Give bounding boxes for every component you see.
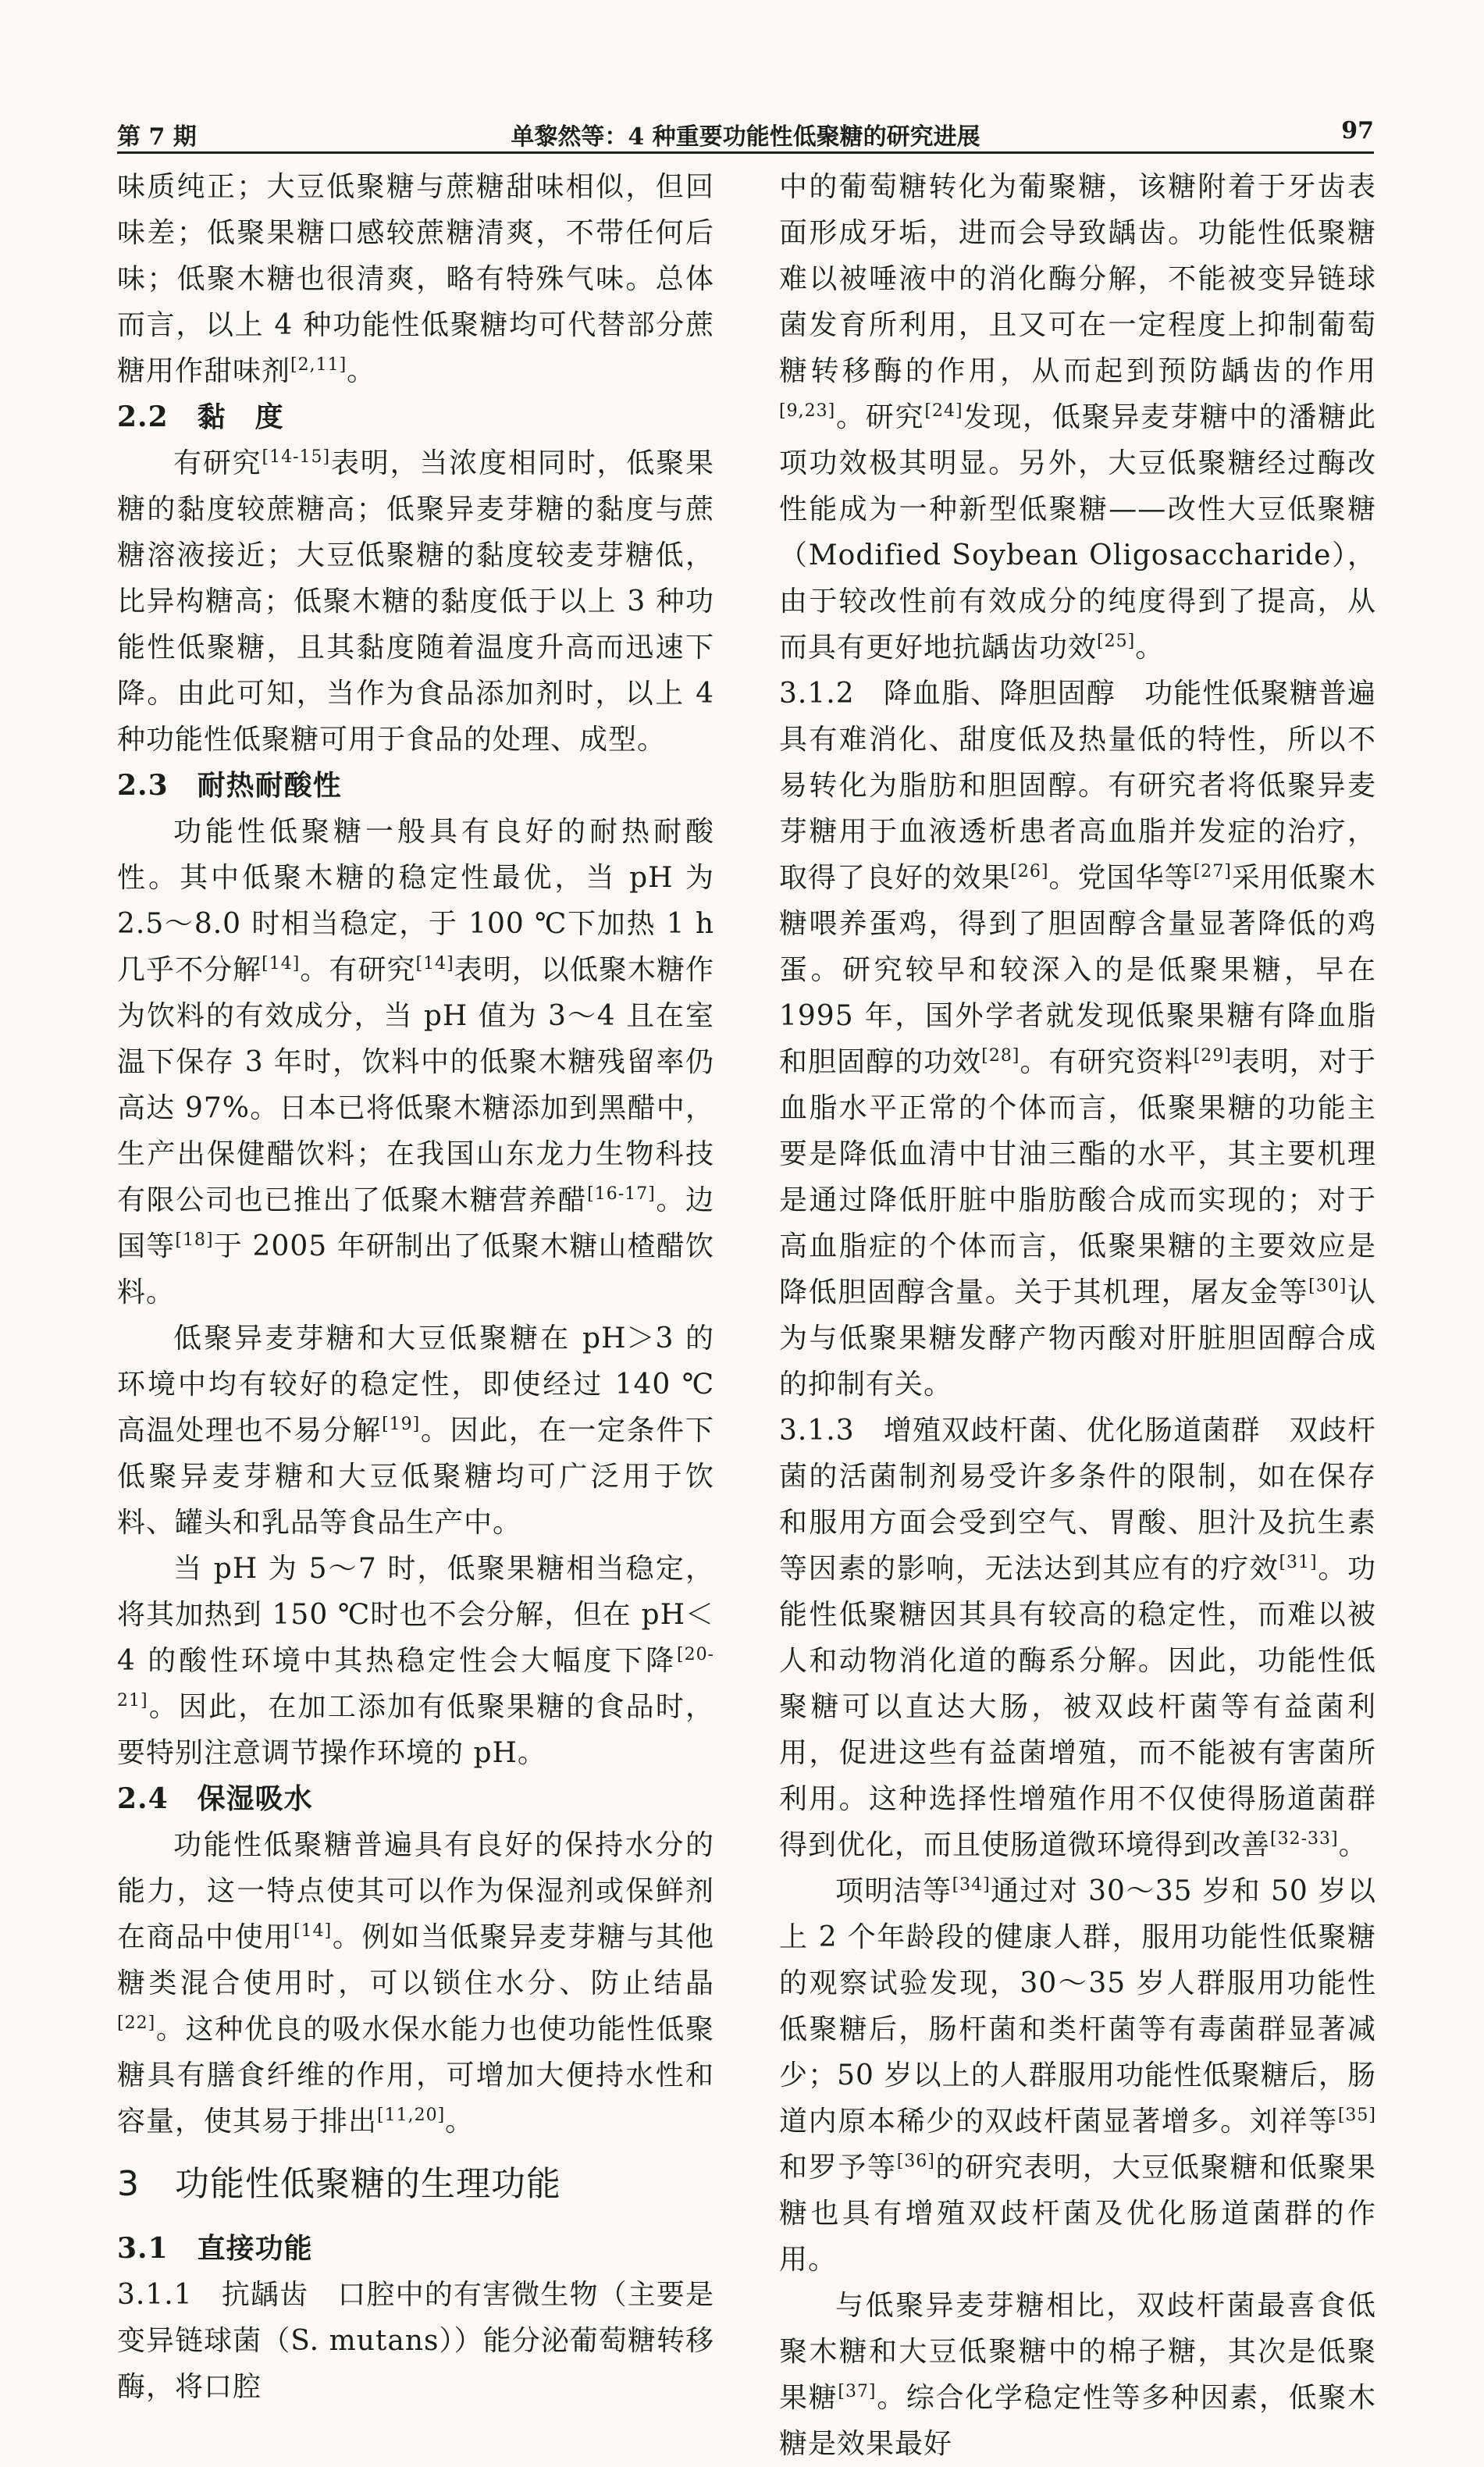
citation: [34]	[952, 1875, 991, 1895]
citation: [24]	[924, 401, 963, 421]
citation: [28]	[981, 1046, 1020, 1066]
paragraph	[779, 678, 1376, 1401]
section-heading-3: 3 功能性低聚糖的生理功能	[117, 2164, 561, 2204]
text-run: 。党国华等	[1048, 862, 1194, 894]
paragraph	[117, 1546, 714, 1776]
citation: [11,20]	[377, 2106, 446, 2125]
text-run: 。综合化学稳定性等多种因素，低聚木糖是效果最好	[779, 2382, 1376, 2460]
citation: [19]	[382, 1415, 421, 1434]
section-heading-2-4: 2.4 保湿吸水	[117, 1782, 313, 1815]
citation: [20-21]	[117, 1645, 714, 1711]
issue-number: 第 7 期	[117, 123, 197, 151]
subsection-number: 3.1.3	[779, 1415, 884, 1447]
text-run: 功能性低聚糖普遍具有难消化、甜度低及热量低的特性，所以不易转化为脂肪和胆固醇。有研究者将低聚异麦芽糖用于血液透析患者高血脂并发症的治疗，取得了良好的效果	[779, 678, 1376, 894]
text-run: 表明，以低聚木糖作为饮料的有效成分，当 pH 值为 3～4 且在室温下保存 3 年时，饮料中的低聚木糖残留率仍高达 97%。日本已将低聚木糖添加到黑醋中，生产出保健醋饮料；在我国山东龙力生物科技有限公司也已推出了低聚木糖营养醋	[117, 954, 714, 1216]
subsection-3-1-2	[779, 671, 1376, 1408]
text-run: 双歧杆菌的活菌制剂易受许多条件的限制，如在保存和服用方面会受到空气、胃酸、胆汁及抗生素等因素的影响，无法达到其应有的疗效	[779, 1415, 1376, 1585]
citation: [32-33]	[1270, 1829, 1339, 1849]
text-run: 。	[1135, 632, 1165, 664]
citation: [2,11]	[290, 355, 347, 375]
text-run: 功能性低聚糖一般具有良好的耐热耐酸性。其中低聚木糖的稳定性最优，当 pH 为 2.5～8.0 时相当稳定，于 100 ℃下加热 1 h 几乎不分解	[117, 816, 714, 986]
paragraph	[117, 440, 714, 763]
paragraph	[779, 164, 1376, 671]
citation: [25]	[1097, 632, 1136, 651]
text-run: 于 2005 年研制出了低聚木糖山楂醋饮料。	[117, 1230, 714, 1308]
citation: [9,23]	[779, 401, 836, 421]
section-heading-2-3: 2.3 耐热耐酸性	[117, 769, 342, 802]
running-title: 单黎然等：4 种重要功能性低聚糖的研究进展	[511, 123, 980, 151]
text-run: 的研究表明，大豆低聚糖和低聚果糖也具有增殖双歧杆菌及优化肠道菌群的作用。	[779, 2152, 1376, 2276]
text-run: 口腔中的有害微生物（主要是变异链球菌（S. mutans））能分泌葡萄糖转移酶，将口腔	[117, 2279, 714, 2403]
subsection-title: 抗龋齿	[221, 2279, 309, 2311]
citation: [29]	[1193, 1046, 1232, 1066]
text-run: 发现，低聚异麦芽糖中的潘糖此项功效极其明显。另外，大豆低聚糖经过酶改性能成为一种新型低聚糖——改性大豆低聚糖（Modified Soybean Oligosaccharide），由于较改性前有效成分的纯度得到了提高，从而具有更好地抗龋齿功效	[779, 401, 1376, 664]
text-run: 。边国等	[117, 1184, 714, 1262]
right-column	[779, 164, 1376, 2467]
text-run: 中的葡萄糖转化为葡聚糖，该糖附着于牙齿表面形成牙垢，进而会导致龋齿。功能性低聚糖难以被唾液中的消化酶分解，不能被变异链球菌发育所利用，且又可在一定程度上抑制葡萄糖转移酶的作用，从而起到预防龋齿的作用	[779, 171, 1376, 387]
citation: [18]	[175, 1230, 214, 1250]
citation: [16-17]	[587, 1184, 656, 1204]
paragraph	[117, 809, 714, 1315]
text-run: 有研究	[173, 447, 262, 479]
text-run: 低聚异麦芽糖和大豆低聚糖在 pH＞3 的环境中均有较好的稳定性，即使经过 140 ℃高温处理也不易分解	[117, 1322, 714, 1447]
paragraph	[117, 1822, 714, 2145]
text-run: 采用低聚木糖喂养蛋鸡，得到了胆固醇含量显著降低的鸡蛋。研究较早和较深入的是低聚果糖，早在 1995 年，国外学者就发现低聚果糖有降血脂和胆固醇的功效	[779, 862, 1376, 1078]
paragraph	[779, 1868, 1376, 2283]
text-run: 。有研究资料	[1020, 1046, 1194, 1078]
text-run: 。这种优良的吸水保水能力也使功能性低聚糖具有膳食纤维的作用，可增加大便持水性和容量，使其易于排出	[117, 2013, 714, 2138]
citation: [35]	[1337, 2106, 1376, 2125]
text-run: 当 pH 为 5～7 时，低聚果糖相当稳定，将其加热到 150 ℃时也不会分解，但在 pH＜4 的酸性环境中其热稳定性会大幅度下降	[117, 1553, 714, 1677]
paragraph	[779, 1415, 1376, 1861]
left-column	[117, 164, 714, 2410]
paragraph	[117, 1315, 714, 1546]
section-heading-3-1: 3.1 直接功能	[117, 2232, 313, 2265]
citation: [14]	[262, 954, 301, 974]
running-header	[117, 117, 1374, 153]
text-run: 。因此，在加工添加有低聚果糖的食品时，要特别注意调节操作环境的 pH。	[117, 1691, 714, 1769]
text-run: 与低聚异麦芽糖相比，双歧杆菌最喜食低聚木糖和大豆低聚糖中的棉子糖，其次是低聚果糖	[779, 2290, 1376, 2414]
citation: [14]	[294, 1921, 333, 1941]
text-run: 。有研究	[300, 954, 416, 986]
text-run: 表明，对于血脂水平正常的个体而言，低聚果糖的功能主要是降低血清中甘油三酯的水平，其主要机理是通过降低肝脏中脂肪酸合成而实现的；对于高血脂症的个体而言，低聚果糖的主要效应是降低胆固醇含量。关于其机理，屠友金等	[779, 1046, 1376, 1308]
text-run: 项明洁等	[835, 1875, 952, 1907]
subsection-title: 降血脂、降胆固醇	[883, 678, 1116, 710]
text-run: 认为与低聚果糖发酵产物丙酸对肝脏胆固醇合成的抑制有关。	[779, 1276, 1376, 1401]
text-run: 。研究	[835, 401, 925, 433]
citation: [14]	[415, 954, 454, 974]
section-heading-2-2: 2.2 黏 度	[117, 400, 284, 433]
text-run: 。功能性低聚糖因其具有较高的稳定性，而难以被人和动物消化道的酶系分解。因此，功能性低聚糖可以直达大肠，被双歧杆菌等有益菌利用，促进这些有益菌增殖，而不能被有害菌所利用。这种选择性增殖作用不仅使得肠道菌群得到优化，而且使肠道微环境得到改善	[779, 1553, 1376, 1861]
subsection-number: 3.1.1	[117, 2279, 222, 2311]
text-run: 味质纯正；大豆低聚糖与蔗糖甜味相似，但回味差；低聚果糖口感较蔗糖清爽，不带任何后味；低聚木糖也很清爽，略有特殊气味。总体而言，以上 4 种功能性低聚糖均可代替部分蔗糖用作甜味剂	[117, 171, 714, 387]
text-run: 。	[347, 355, 376, 387]
citation: [36]	[896, 2152, 935, 2171]
text-run: 表明，当浓度相同时，低聚果糖的黏度较蔗糖高；低聚异麦芽糖的黏度与蔗糖溶液接近；大豆低聚糖的黏度较麦芽糖低，比异构糖高；低聚木糖的黏度低于以上 3 种功能性低聚糖，且其黏度随着温度升高而迅速下降。由此可知，当作为食品添加剂时，以上 4 种功能性低聚糖可用于食品的处理、成型。	[117, 447, 714, 756]
text-run: 。例如当低聚异麦芽糖与其他糖类混合使用时，可以锁住水分、防止结晶	[117, 1921, 714, 1999]
citation: [31]	[1279, 1553, 1318, 1572]
text-run: 通过对 30～35 岁和 50 岁以上 2 个年龄段的健康人群，服用功能性低聚糖的观察试验发现，30～35 岁人群服用功能性低聚糖后，肠杆菌和类杆菌等有毒菌群显著减少；50 岁以上的人群服用功能性低聚糖后，肠道内原本稀少的双歧杆菌显著增多。刘祥等	[779, 1875, 1376, 2138]
citation: [37]	[838, 2382, 877, 2401]
subsection-3-1-1	[117, 2272, 714, 2410]
subsection-title: 增殖双歧杆菌、优化肠道菌群	[883, 1415, 1261, 1447]
text-run: 和罗予等	[779, 2152, 897, 2184]
citation: [30]	[1308, 1276, 1347, 1296]
citation: [14-15]	[262, 447, 331, 467]
text-run: 功能性低聚糖普遍具有良好的保持水分的能力，这一特点使其可以作为保湿剂或保鲜剂在商品中使用	[117, 1829, 714, 1953]
paragraph	[779, 2283, 1376, 2467]
citation: [27]	[1193, 862, 1232, 881]
page-number: 97	[1341, 117, 1374, 144]
citation: [22]	[117, 2013, 156, 2033]
paragraph	[117, 164, 714, 394]
text-run: 。	[445, 2106, 475, 2138]
citation: [26]	[1010, 862, 1049, 881]
subsection-3-1-3	[779, 1408, 1376, 1868]
header-rule	[117, 151, 1374, 154]
text-run: 。	[1338, 1829, 1368, 1861]
text-run: 。因此，在一定条件下低聚异麦芽糖和大豆低聚糖均可广泛用于饮料、罐头和乳品等食品生产中。	[117, 1415, 714, 1539]
subsection-number: 3.1.2	[779, 678, 884, 710]
